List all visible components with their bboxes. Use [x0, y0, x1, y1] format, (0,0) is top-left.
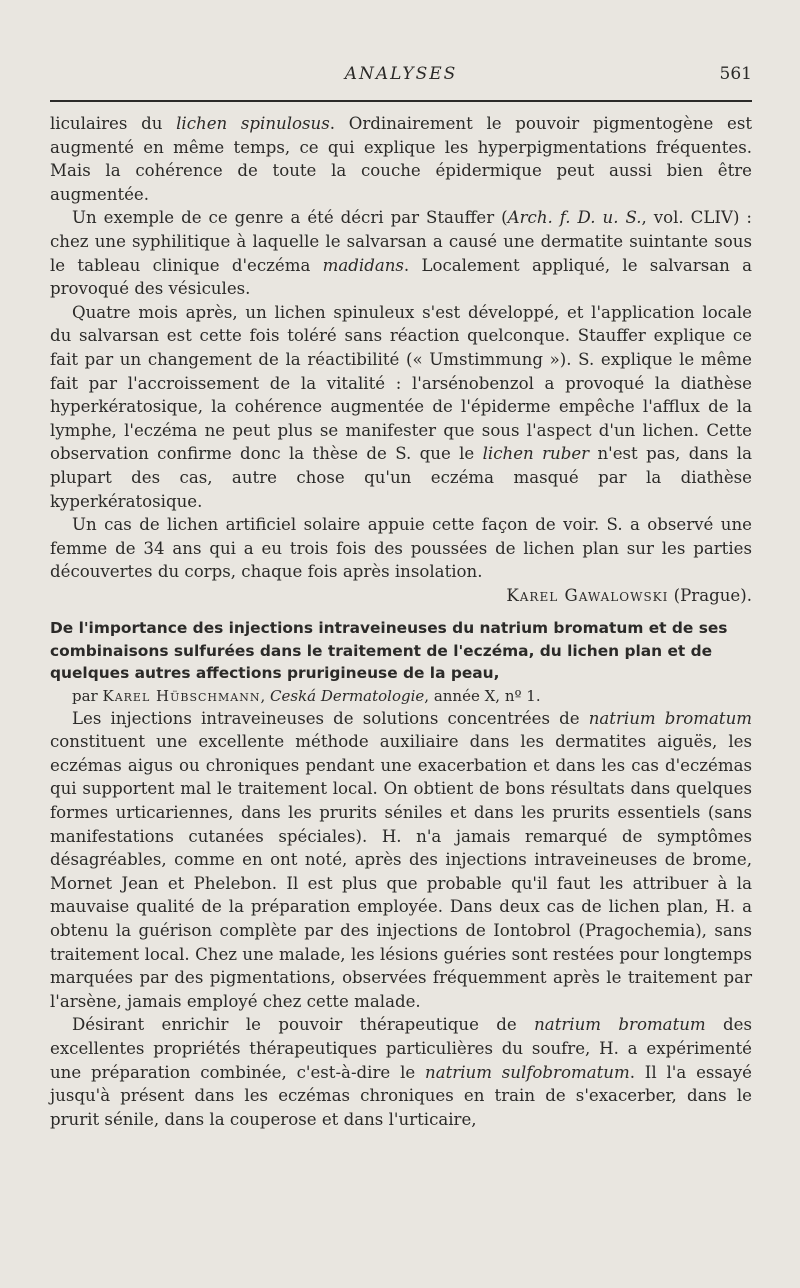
running-header	[50, 62, 752, 88]
journal-name: Ceská Dermatologie	[270, 686, 425, 705]
paragraph-6: Désirant enrichir le pouvoir thérapeutique de natrium bromatum des excellentes propriétés thérapeutiques particulières du soufre, H. a expérimenté une préparation combinée, c'est-à-dire le natrium sulfobromatum. Il l'a essayé jusqu'à présent dans les eczémas chroniques en train de s'exacerber, dans le prurit sénile, dans la couperose et dans l'urticaire,	[50, 1015, 753, 1129]
article-title: De l'importance des injections intraveineuses du natrium bromatum et de ses combinaisons sulfurées dans le traitement de l'eczéma, du lichen plan et de quelques autres affections prurigineuse de la peau,	[50, 619, 728, 683]
paragraph-5: Les injections intraveineuses de solutions concentrées de natrium bromatum constituent une excellente méthode auxiliaire dans les dermatites aiguës, les eczémas aigus ou chroniques pendant une exacerbation et dans les cas d'eczémas qui supportent mal le traitement local. On obtient de bons résultats dans quelques formes urticariennes, dans les prurits séniles et dans les prurits essentiels (sans manifestations cutanées spéciales). H. n'a jamais remarqué de symptômes désagréables, comme en ont noté, après des injections intraveineuses de brome, Mornet Jean et Phelebon. Il est plus que probable qu'il faut les attribuer à la mauvaise qualité de la préparation employée. Dans deux cas de lichen plan, H. a obtenu la guérison complète par des injections de Iontobrol (Pragochemia), sans traitement local. Chez une malade, les lésions guéries sont restées pour longtemps marquées par des pigmentations, observées fréquemment après le traitement par l'arsène, jamais employé chez cette malade.	[50, 708, 752, 1011]
running-title: ANALYSES	[344, 64, 458, 84]
paragraph-1: liculaires du lichen spinulosus. Ordinairement le pouvoir pigmentogène est augmenté en même temps, ce qui explique les hyperpigmentations fréquentes. Mais la cohérence de toute la couche épidermique peut aussi bien être augmentée.	[50, 114, 752, 204]
article-author: Karel Hübschmann	[102, 686, 261, 705]
paragraph-2: Un exemple de ce genre a été décri par Stauffer (Arch. f. D. u. S., vol. CLIV) : chez une syphilitique à laquelle le salvarsan a causé une dermatite suintante sous le tableau clinique d'eczéma madidans. Localement appliqué, le salvarsan a provoqué des vésicules.	[50, 208, 752, 299]
article-byline: par Karel Hübschmann, Ceská Dermatologie, année X, nº 1.	[72, 686, 541, 705]
paragraph-4: Un cas de lichen artificiel solaire appuie cette façon de voir. S. a observé une femme de 34 ans qui a eu trois fois des poussées de lichen plan sur les parties découvertes du corps, chaque fois après insolation.	[50, 515, 752, 582]
page-body	[50, 112, 752, 1131]
review-signature	[50, 584, 752, 608]
header-rule	[50, 100, 752, 102]
paragraph-3: Quatre mois après, un lichen spinuleux s'est développé, et l'application locale du salvarsan est cette fois toléré sans réaction quelconque. Stauffer explique ce fait par un changement de la réactibilité (« Umstimmung »). S. explique le même fait par l'accroissement de la vitalité : l'arsénobenzol a provoqué la diathèse hyperkératosique, la cohérence augmentée de l'épiderme empêche l'afflux de la lymphe, l'eczéma ne peut plus se manifester que sous l'aspect d'un lichen. Cette observation confirme donc la thèse de S. que le lichen ruber n'est pas, dans la plupart des cas, autre chose qu'un eczéma masqué par la diathèse kyperkératosique.	[50, 302, 753, 511]
reviewer-place: (Prague).	[668, 585, 752, 605]
page-number: 561	[719, 64, 752, 84]
reviewer-name: Karel Gawalowski	[506, 585, 669, 605]
